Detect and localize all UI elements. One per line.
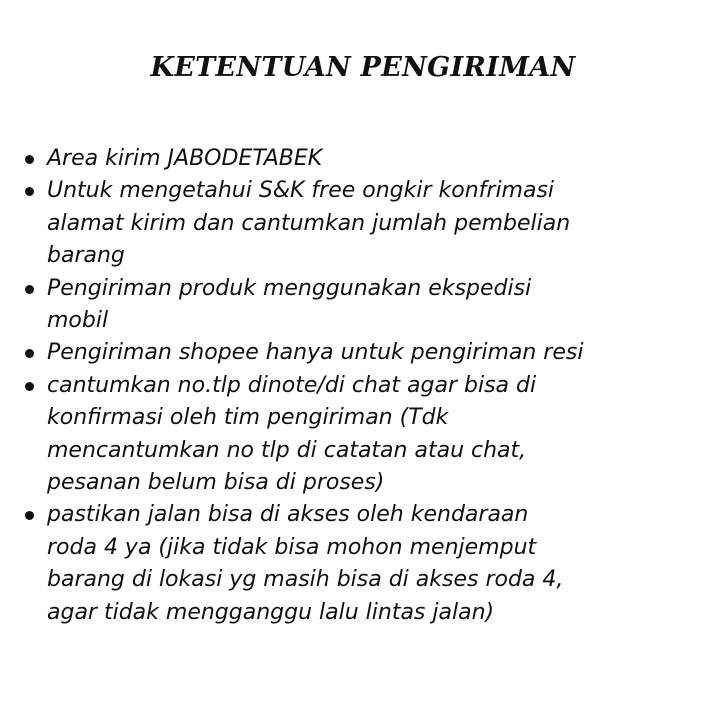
bullet-icon (25, 285, 34, 294)
bullet-icon (25, 187, 34, 196)
bullet-icon (25, 382, 34, 391)
list-item-line: roda 4 ya (jika tidak bisa mohon menjemput (47, 534, 537, 560)
list-item-line: pesanan belum bisa di proses) (47, 470, 385, 496)
list-item-line: Pengiriman produk menggunakan ekspedisi (47, 275, 532, 301)
list-item-line: barang di lokasi yg masih bisa di akses roda 4, (47, 567, 564, 593)
list-item (22, 143, 722, 175)
list-item (22, 337, 722, 369)
list-item-line: mencantumkan no tlp di catatan atau chat, (47, 437, 527, 463)
list-item-line: Area kirim JABODETABEK (47, 146, 323, 171)
list-item (22, 370, 722, 500)
list-item (22, 175, 722, 272)
list-item-line: mobil (47, 308, 109, 334)
list-item (22, 499, 722, 629)
list-item-line: Pengiriman shopee hanya untuk pengiriman resi (47, 340, 584, 366)
list-item-line: cantumkan no.tlp dinote/di chat agar bisa di (47, 372, 537, 398)
list-item-line: alamat kirim dan cantumkan jumlah pembelian (47, 210, 571, 236)
bullet-icon (25, 511, 34, 520)
list-item-line: barang (47, 243, 125, 269)
list-item (22, 273, 722, 338)
bullet-icon (25, 349, 34, 358)
page-title: KETENTUAN PENGIRIMAN (150, 52, 576, 83)
list-item-line: Untuk mengetahui S&K free ongkir konfrimasi (47, 178, 555, 204)
bullet-icon (25, 155, 34, 164)
list-item-line: pastikan jalan bisa di akses oleh kendaraan (47, 502, 529, 528)
list-item-line: konfirmasi oleh tim pengiriman (Tdk (47, 405, 449, 431)
terms-list (22, 143, 722, 629)
list-item-line: agar tidak mengganggu lalu lintas jalan) (47, 599, 495, 625)
